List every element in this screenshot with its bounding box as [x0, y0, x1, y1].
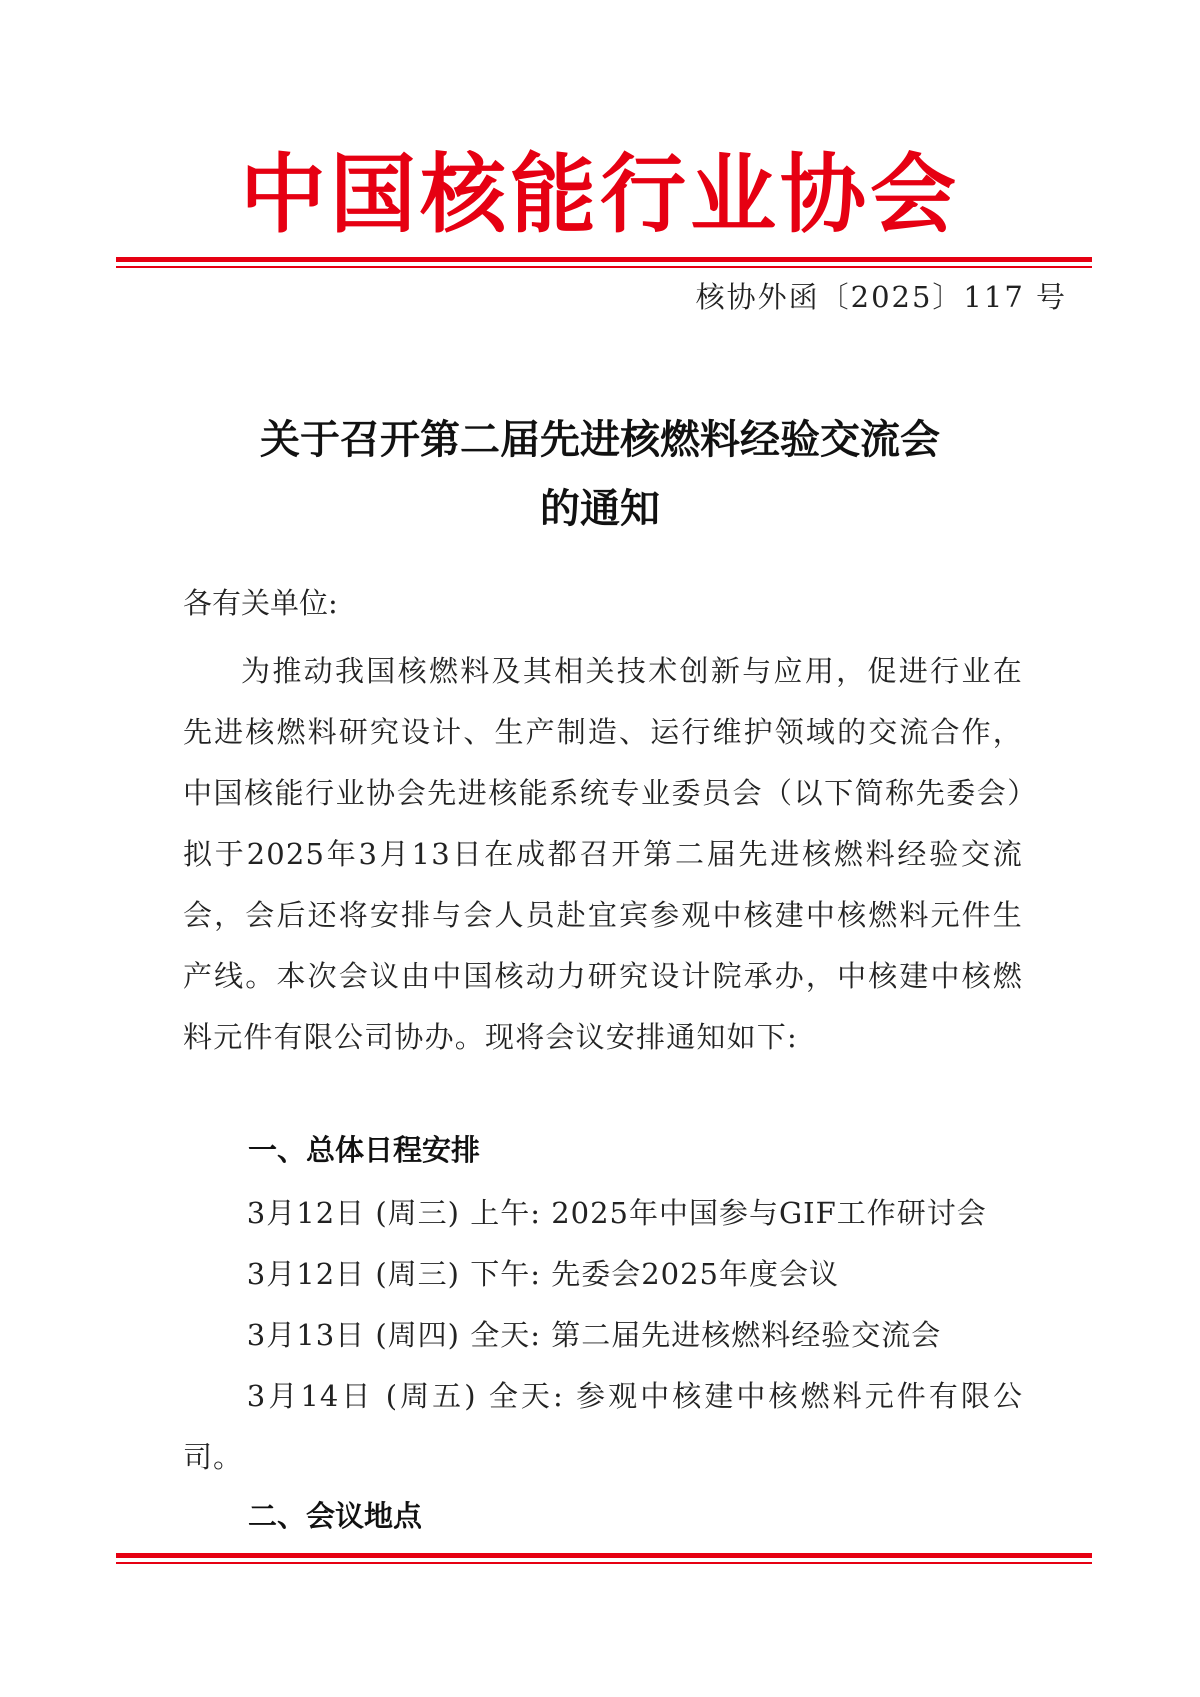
salutation: 各有关单位: [183, 586, 338, 620]
schedule-item: 3月12日 (周三) 上午: 2025年中国参与GIF工作研讨会 [246, 1196, 987, 1230]
intro-paragraph: 为推动我国核燃料及其相关技术创新与应用，促进行业在先进核燃料研究设计、生产制造、运行维护领域的交流合作，中国核能行业协会先进核能系统专业委员会（以下简称先委会）拟于2025年3月13日在成都召开第二届先进核燃料经验交流会，会后还将安排与会人员赴宜宾参观中核建中核燃料元件生产线。本次会议由中国核动力研究设计院承办，中核建中核燃料元件有限公司协办。现将会议安排通知如下: [183, 654, 1023, 1054]
masthead-divider-thick [116, 257, 1092, 262]
masthead-divider-thin [116, 266, 1092, 268]
footer-divider-thin [116, 1562, 1092, 1564]
document-number: 核协外函〔2025〕117 号 [695, 280, 1067, 314]
schedule-list [183, 1183, 1023, 1488]
schedule-item: 3月14日 (周五) 全天: 参观中核建中核燃料元件有限公司。 [183, 1379, 1023, 1474]
document-title-line-2: 的通知 [540, 485, 660, 532]
section-heading-schedule: 一、总体日程安排 [248, 1133, 481, 1167]
masthead-org-name: 中国核能行业协会 [240, 144, 960, 245]
schedule-item: 3月12日 (周三) 下午: 先委会2025年度会议 [246, 1257, 840, 1291]
footer-divider-thick [116, 1553, 1092, 1558]
schedule-item: 3月13日 (周四) 全天: 第二届先进核燃料经验交流会 [246, 1318, 942, 1352]
document-title-line-1: 关于召开第二届先进核燃料经验交流会 [260, 416, 940, 463]
section-heading-venue: 二、会议地点 [248, 1499, 423, 1533]
